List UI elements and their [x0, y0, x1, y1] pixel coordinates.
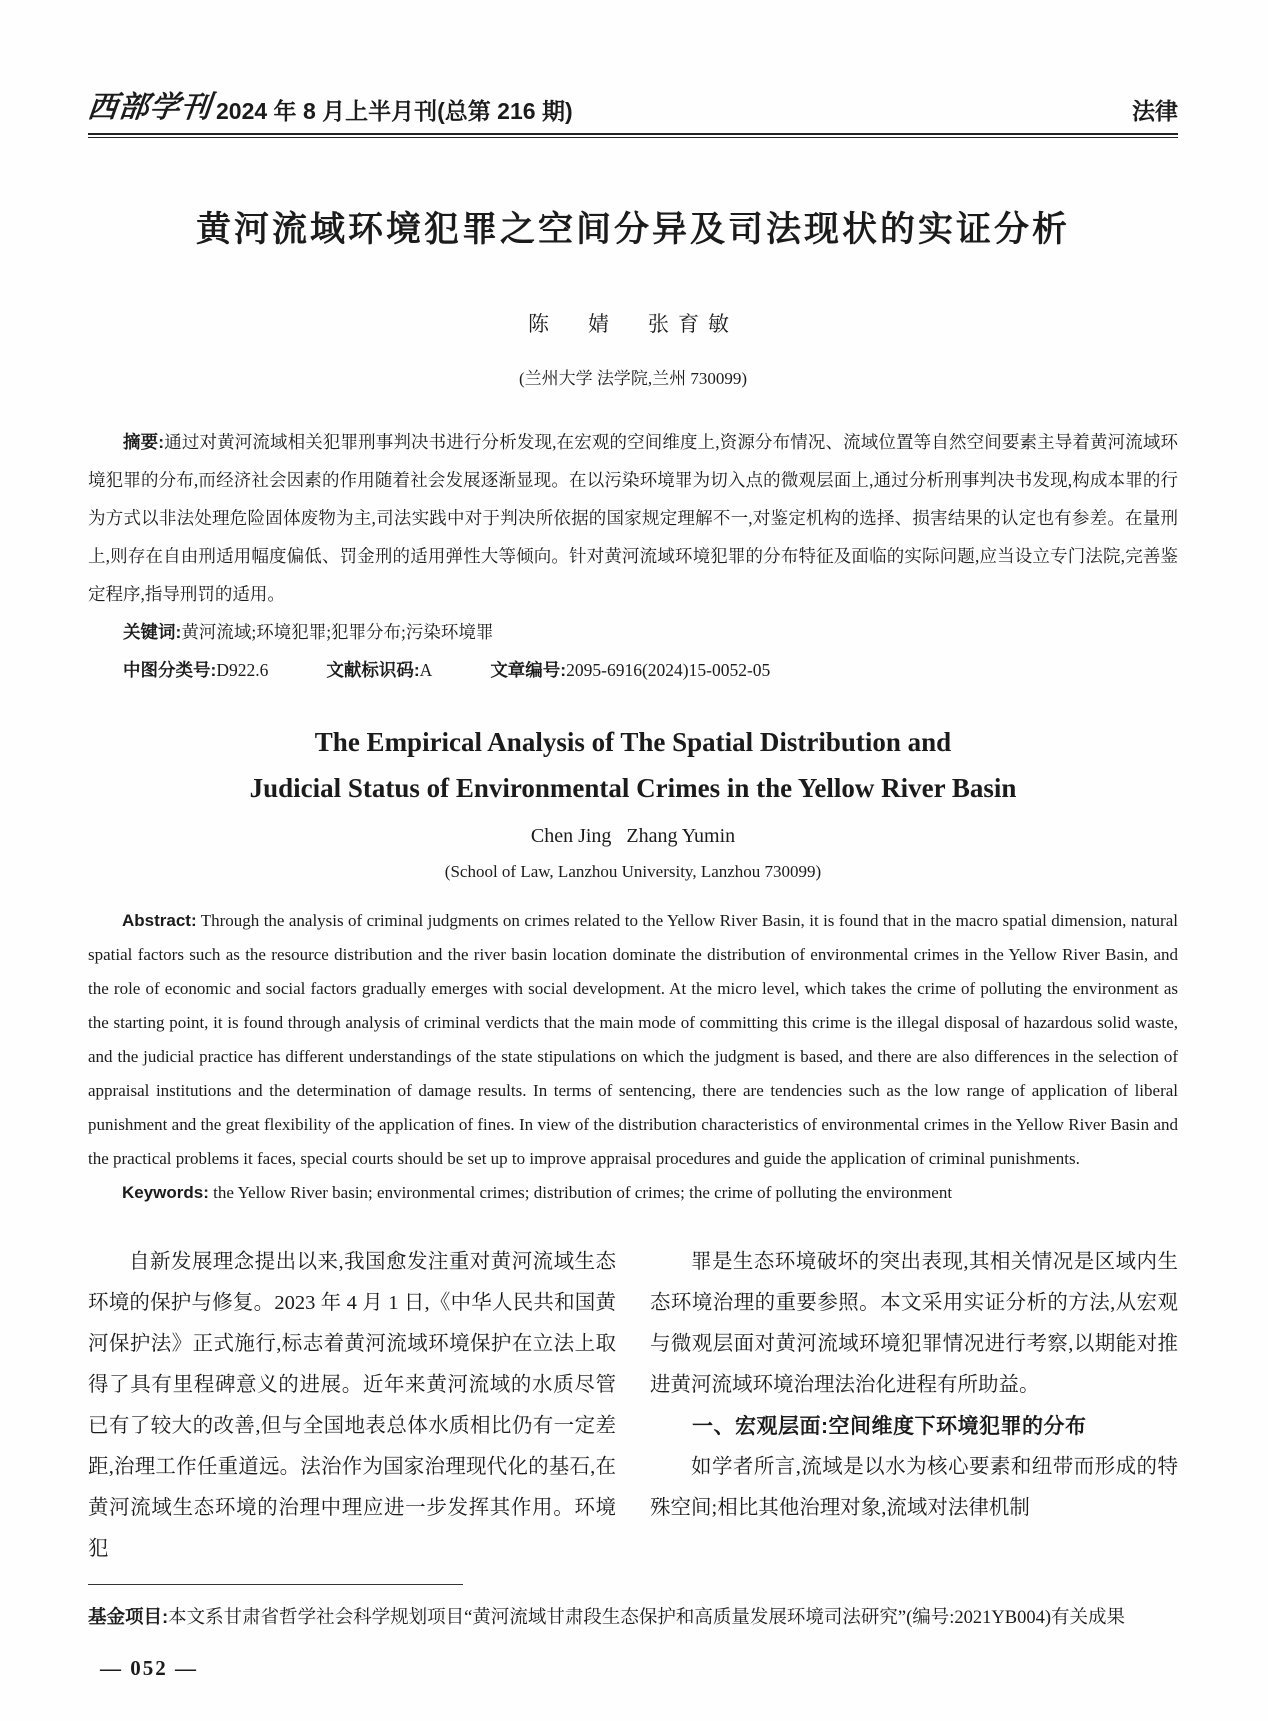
funding-footnote [88, 1597, 1178, 1638]
section-heading: 一、宏观层面:空间维度下环境犯罪的分布 [692, 1415, 1087, 1438]
clc-label: 中图分类号: [123, 660, 217, 680]
keywords-text-cn: 黄河流域;环境犯罪;犯罪分布;污染环境罪 [181, 622, 494, 642]
keywords-label-en: Keywords: [122, 1183, 209, 1202]
doc-code-label: 文献标识码: [326, 660, 420, 680]
keywords-text-en: the Yellow River basin; environmental crimes; distribution of crimes; the crime of polluting the environment [208, 1183, 953, 1202]
clc-value: D922.6 [216, 660, 269, 680]
abstract-label-cn: 摘要: [123, 432, 165, 452]
abstract-block-cn [88, 423, 1178, 689]
issue-info: 2024 年 8 月上半月刊(总第 216 期) [216, 98, 573, 124]
body-paragraph-right-1: 罪是生态环境破坏的突出表现,其相关情况是区域内生态环境治理的重要参照。本文采用实证分析的方法,从宏观与微观层面对黄河流域环境犯罪情况进行考察,以期能对推进黄河流域环境治理法治化进程有所助益。 [650, 1251, 1178, 1396]
doc-code-value: A [419, 660, 433, 680]
abstract-en [88, 904, 1178, 1176]
funding-text: 本文系甘肃省哲学社会科学规划项目“黄河流域甘肃段生态保护和高质量发展环境司法研究”(编号:2021YB004)有关成果 [168, 1608, 1126, 1628]
section-label: 法律 [1132, 98, 1178, 124]
affiliation-cn: (兰州大学 法学院,兰州 730099) [518, 369, 748, 388]
classification-line [88, 651, 1178, 689]
article-id-label: 文章编号: [490, 660, 567, 680]
abstract-cn [88, 423, 1178, 613]
body-paragraph-left: 自新发展理念提出以来,我国愈发注重对黄河流域生态环境的保护与修复。2023 年 4 月 1 日,《中华人民共和国黄河保护法》正式施行,标志着黄河流域环境保护在立法上取得了具有里程碑意义的进展。近年来黄河流域的水质尽管已有了较大的改善,但与全国地表总体水质相比仍有一定差距,治理工作任重道远。法治作为国家治理现代化的基石,在黄河流域生态环境的治理中理应进一步发挥其作用。环境犯 [88, 1251, 616, 1560]
keywords-cn [88, 613, 1178, 651]
article-title-en [88, 719, 1178, 811]
keywords-label-cn: 关键词: [123, 622, 182, 642]
title-en-line2: Judicial Status of Environmental Crimes in the Yellow River Basin [249, 773, 1017, 803]
header-left [85, 82, 573, 126]
body-paragraph-right-2: 如学者所言,流域是以水为核心要素和纽带而形成的特殊空间;相比其他治理对象,流域对法律机制 [650, 1456, 1178, 1519]
abstract-text-en: Through the analysis of criminal judgments on crimes related to the Yellow River Basin, it is found that in the macro spatial dimension, natural spatial factors such as the resource distribution and the river basin location dominate the distribution of environmental crimes in the Yellow River Basin, and the role of economic and social factors gradually emerges with social development. At the micro level, which takes the crime of polluting the environment as the starting point, it is found through analysis of criminal verdicts that the main mode of committing this crime is the illegal disposal of hazardous solid waste, and the judicial practice has different understandings of the state stipulations on which the judgment is based, and there are also differences in the selection of appraisal institutions and the determination of damage results. In terms of sentencing, there are tendencies such as the low range of application of liberal punishment and the great flexibility of the application of fines. In view of the distribution characteristics of environmental crimes in the Yellow River Basin and the practical problems it faces, special courts should be set up to improve appraisal procedures and guide the application of criminal punishments. [88, 911, 1178, 1168]
header-double-rule [88, 133, 1178, 138]
journal-logo: 西部学刊 [85, 91, 214, 124]
authors-cn: 陈 婧 张育敏 [528, 312, 738, 336]
body-columns [88, 1242, 1178, 1570]
article-title-cn: 黄河流域环境犯罪之空间分异及司法现状的实证分析 [195, 210, 1070, 249]
right-column [650, 1242, 1178, 1570]
keywords-en [88, 1176, 1178, 1210]
left-column [88, 1242, 616, 1570]
authors-en: Chen Jing Zhang Yumin [530, 825, 736, 847]
funding-label: 基金项目: [88, 1606, 169, 1627]
page-header [85, 0, 1178, 126]
page-number: — 052 — [100, 1656, 198, 1680]
abstract-text-cn: 通过对黄河流域相关犯罪刑事判决书进行分析发现,在宏观的空间维度上,资源分布情况、流域位置等自然空间要素主导着黄河流域环境犯罪的分布,而经济社会因素的作用随着社会发展逐渐显现。在以污染环境罪为切入点的微观层面上,通过分析刑事判决书发现,构成本罪的行为方式以非法处理危险固体废物为主,司法实践中对于判决所依据的国家规定理解不一,对鉴定机构的选择、损害结果的认定也有参差。在量刑上,则存在自由刑适用幅度偏低、罚金刑的适用弹性大等倾向。针对黄河流域环境犯罪的分布特征及面临的实际问题,应当设立专门法院,完善鉴定程序,指导刑罚的适用。 [88, 432, 1179, 604]
article-id-value: 2095-6916(2024)15-0052-05 [566, 660, 771, 680]
affiliation-en: (School of Law, Lanzhou University, Lanzhou 730099) [444, 862, 822, 881]
title-en-line1: The Empirical Analysis of The Spatial Distribution and [314, 727, 952, 757]
footnote-rule [88, 1584, 463, 1585]
abstract-label-en: Abstract: [122, 911, 197, 930]
